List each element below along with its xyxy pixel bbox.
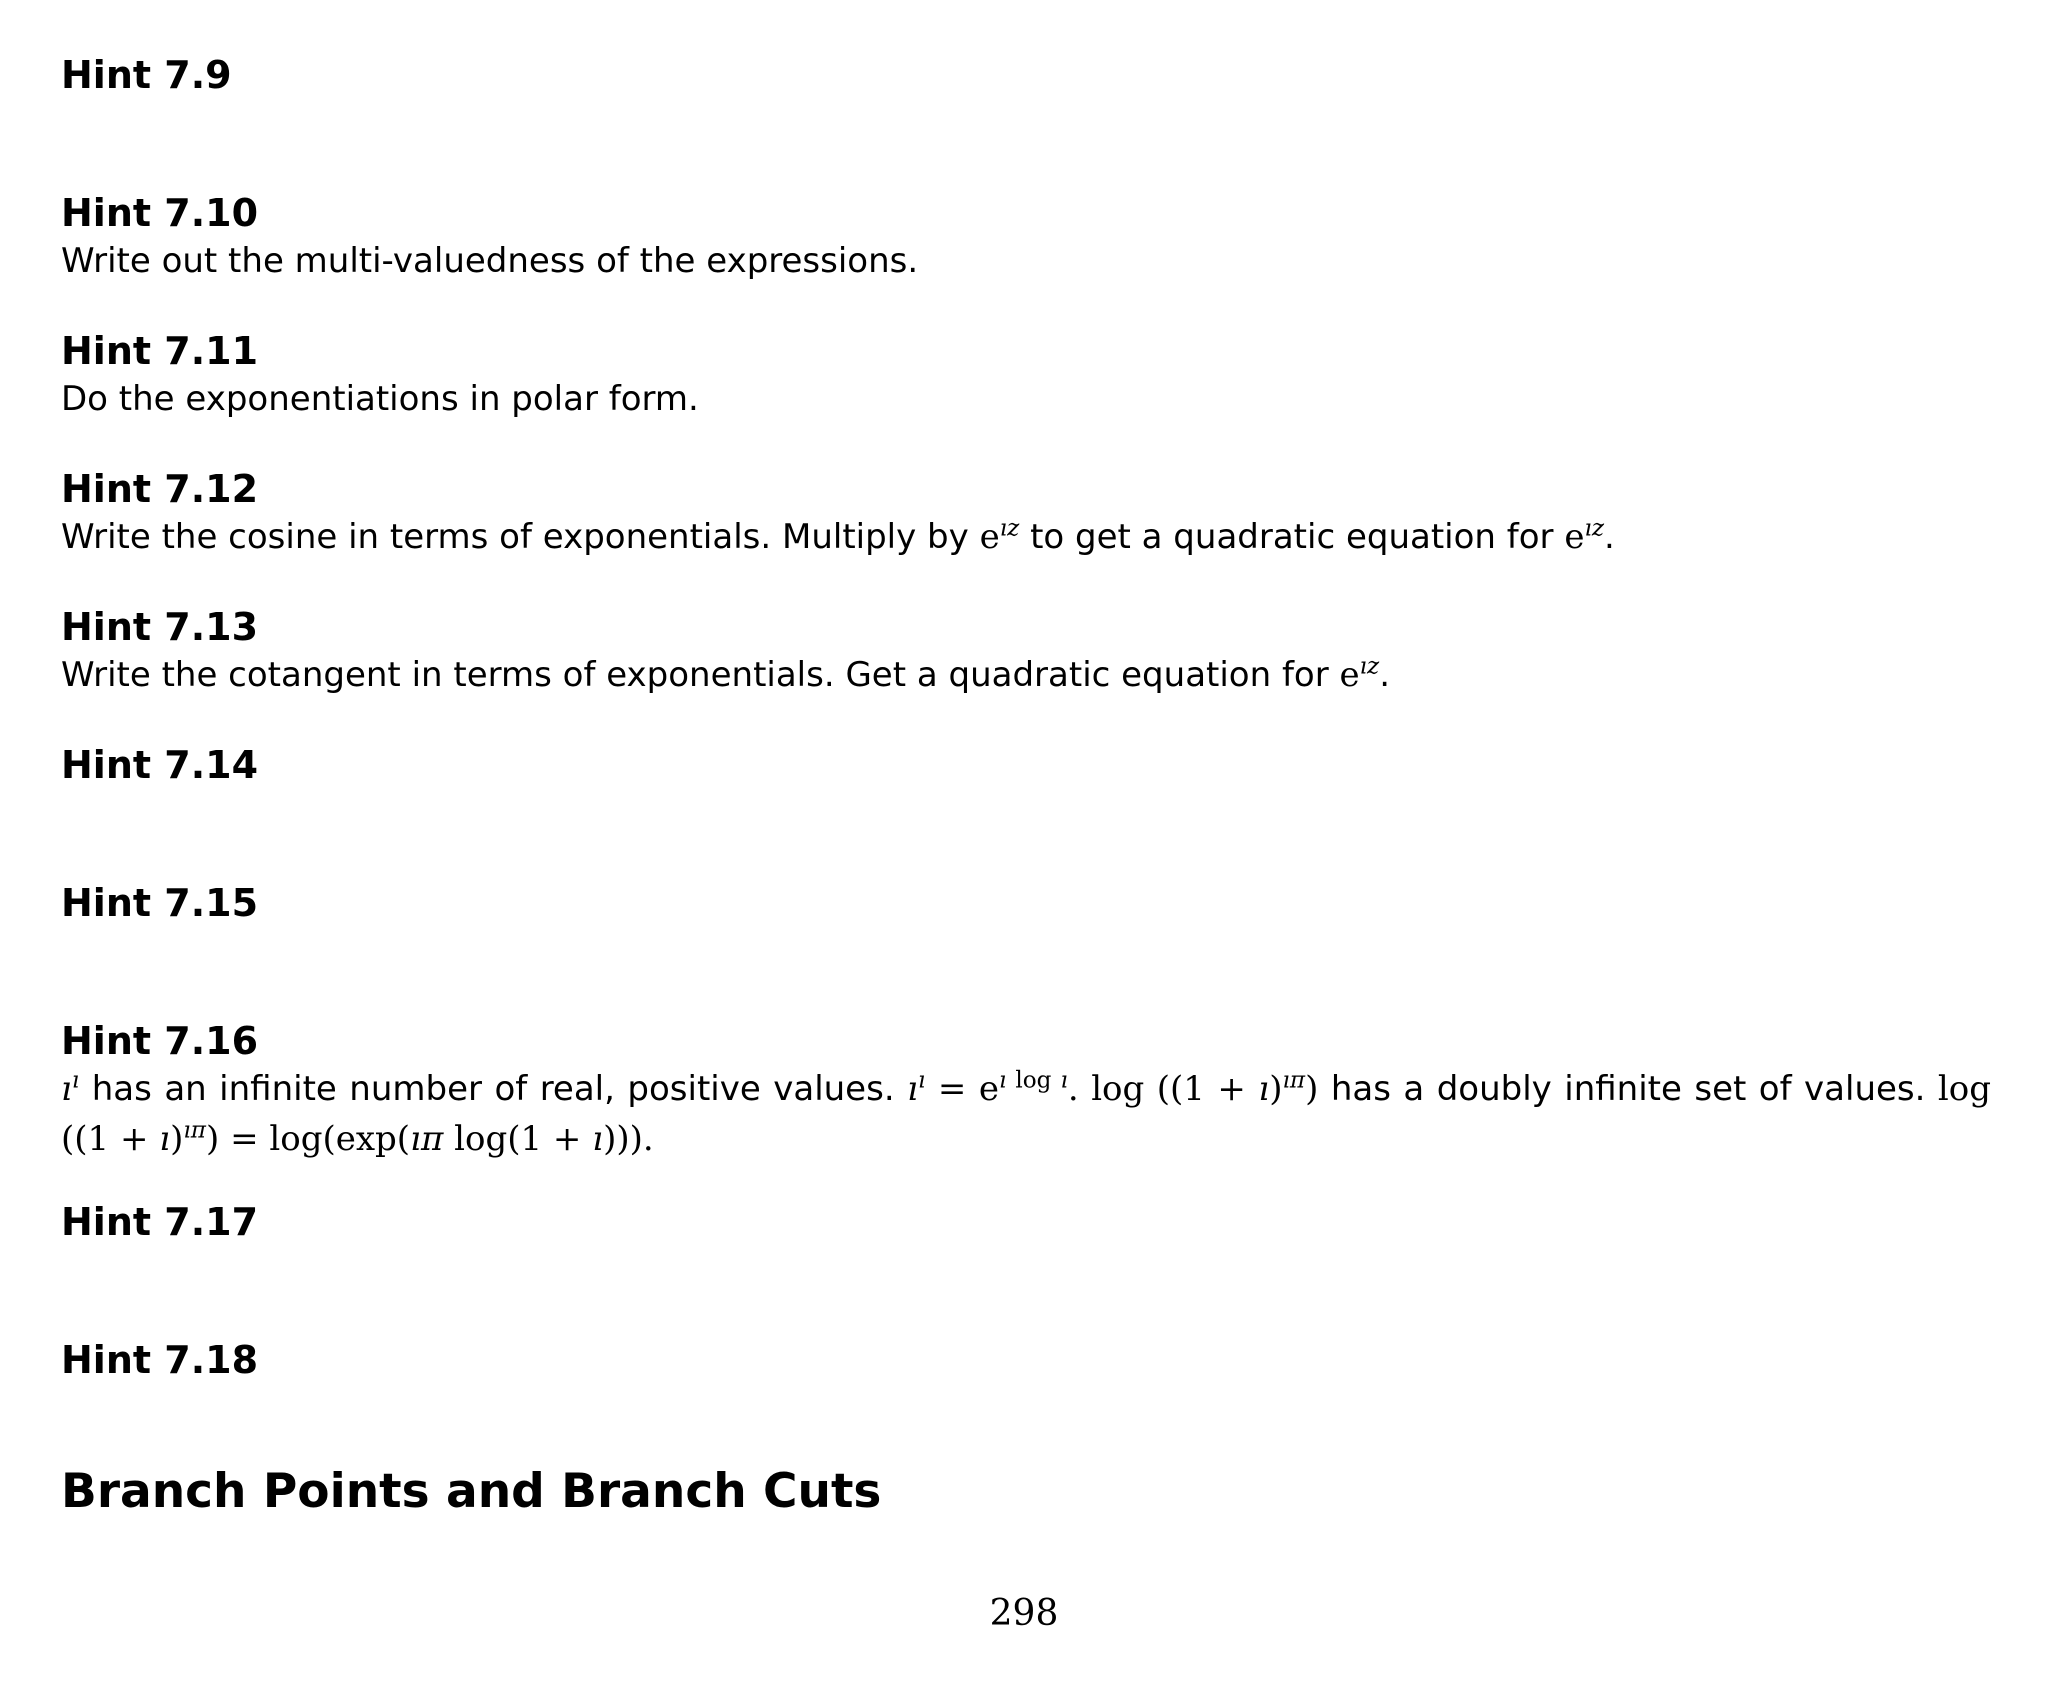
math-expression: log ((1 + ı)$^{ı\pi}$) (1091, 1067, 1319, 1109)
math-expression: $ı^ı$ (61, 1067, 80, 1109)
hint-text: Do the exponentiations in polar form. (61, 379, 699, 419)
hint-7-18 (61, 1337, 1991, 1383)
math-expression: log ((1 + ı)$^{ı\pi}$) = log(exp(ıπ log(1 + ı))). (61, 1069, 1992, 1159)
hint-title: Hint 7.11 (61, 329, 259, 373)
hint-title: Hint 7.18 (61, 1338, 259, 1382)
hint-text: Write out the multi-valuedness of the expressions. (61, 241, 919, 281)
hint-title: Hint 7.15 (61, 881, 259, 925)
hint-text-part: to get a quadratic equation for (1019, 517, 1565, 557)
math-expression: $e^{ız}$ (1339, 653, 1380, 695)
hint-text (61, 1064, 1991, 1164)
hint-7-9 (61, 52, 1991, 98)
math-expression: $e^{ız}$ (979, 515, 1020, 557)
hint-text (61, 512, 1991, 562)
hint-title: Hint 7.12 (61, 467, 259, 511)
hint-7-17 (61, 1199, 1991, 1245)
hint-7-16 (61, 1018, 1991, 1164)
hint-text-part: Write the cotangent in terms of exponentials. Get a quadratic equation for (61, 655, 1340, 695)
page-number: 298 (989, 1593, 1059, 1634)
hint-7-11 (61, 328, 1991, 424)
hint-text (61, 650, 1991, 700)
hint-7-10 (61, 190, 1991, 286)
hint-title: Hint 7.10 (61, 191, 259, 235)
hint-7-13 (61, 604, 1991, 700)
hint-7-14 (61, 742, 1991, 788)
hint-title: Hint 7.17 (61, 1200, 259, 1244)
hint-7-15 (61, 880, 1991, 926)
hint-text-part: . (1379, 655, 1391, 695)
hint-title: Hint 7.14 (61, 743, 259, 787)
hint-title: Hint 7.16 (61, 1019, 259, 1063)
hint-text-part: Write the cosine in terms of exponentials. Multiply by (61, 517, 980, 557)
hint-title: Hint 7.13 (61, 605, 259, 649)
math-expression: $e^{ız}$ (1564, 515, 1605, 557)
hint-text-part: has an infinite number of real, positive values. (79, 1069, 908, 1109)
hint-title: Hint 7.9 (61, 53, 232, 97)
hint-text-part: . (1604, 517, 1615, 557)
math-expression: $ı^ı = e^{ı log ı}$. (907, 1067, 1079, 1109)
hint-text-part: has a doubly infinite set of values. (1318, 1069, 1926, 1109)
section-heading: Branch Points and Branch Cuts (61, 1464, 882, 1519)
hint-7-12 (61, 466, 1991, 562)
